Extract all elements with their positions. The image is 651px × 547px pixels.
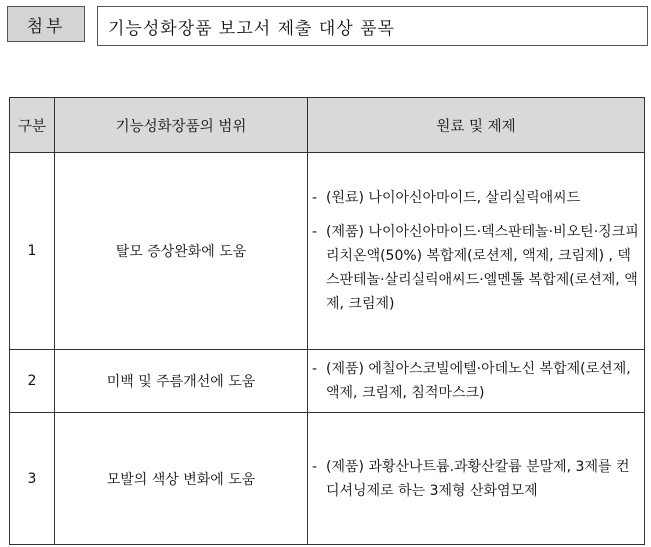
- row-scope: 미백 및 주름개선에 도움: [55, 350, 308, 413]
- material-item: - (제품) 나이아신아마이드·덱스판테놀·비오틴·징크피리치온액(50%) 복합제(로션제, 액제, 크림제) , 덱스판테놀·살리실릭애씨드·엘멘톨 복합제(로션제, 액제, 크림제): [310, 220, 641, 316]
- materials-list: [308, 455, 644, 503]
- row-scope: 탈모 증상완화에 도움: [55, 153, 308, 350]
- material-item: - (제품) 에칠아스코빌에텔·아데노신 복합제(로션제, 액제, 크림제, 침적마스크): [310, 357, 641, 405]
- material-item: - (제품) 과황산나트륨.과황산칼륨 분말제, 3제를 컨디셔닝제로 하는 3제형 산화염모제: [310, 455, 641, 503]
- column-header-materials: 원료 및 제제: [308, 98, 645, 153]
- column-header-scope: 기능성화장품의 범위: [55, 98, 308, 153]
- row-number: 3: [10, 413, 55, 545]
- row-materials: [308, 350, 645, 413]
- row-materials: [308, 413, 645, 545]
- table-row: [10, 153, 645, 350]
- table-header-row: [10, 98, 645, 153]
- row-materials: [308, 153, 645, 350]
- materials-list: [308, 186, 644, 316]
- table-row: [10, 413, 645, 545]
- items-table: [9, 97, 645, 545]
- table-row: [10, 350, 645, 413]
- row-number: 2: [10, 350, 55, 413]
- row-number: 1: [10, 153, 55, 350]
- row-scope: 모발의 색상 변화에 도움: [55, 413, 308, 545]
- document-title: 기능성화장품 보고서 제출 대상 품목: [97, 6, 648, 46]
- column-header-category: 구분: [10, 98, 55, 153]
- attachment-label: 첨부: [7, 6, 85, 42]
- material-item: - (원료) 나이아신아마이드, 살리실릭애씨드: [310, 186, 641, 210]
- materials-list: [308, 357, 644, 405]
